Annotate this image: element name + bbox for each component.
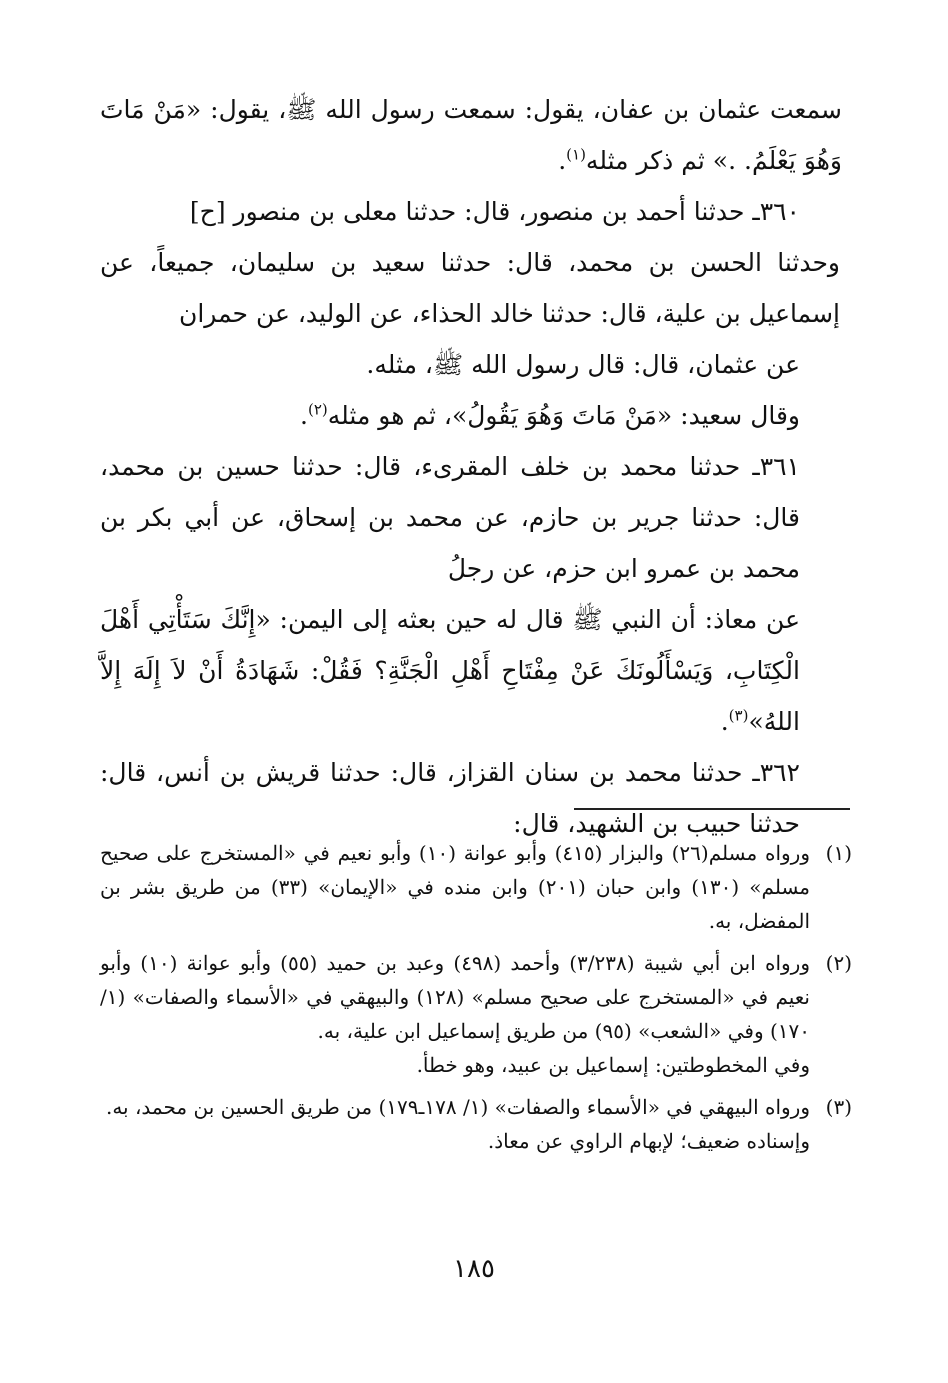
footnote-body (100, 1090, 810, 1158)
footnote-body (100, 836, 810, 938)
footnote-number: (٣) (825, 1095, 852, 1119)
footnote-ref-2[interactable]: (٢) (307, 400, 328, 419)
footnote-line: ورواه مسلم(٢٦) والبزار (٤١٥) وأبو عوانة (١٠) وأبو نعيم في «المستخرج على صحيح مسلم» (١٣٠) وابن حبان (٢٠١) وابن منده في «الإيمان» (٣٣) من طريق بشر بن المفضل، به. (100, 841, 810, 933)
hadith-360-text: عن عثمان، قال: قال رسول الله ﷺ، مثله. (366, 350, 800, 379)
footnote-line: ورواه ابن أبي شيبة (٣/٢٣٨) وأحمد (٤٩٨) وعبد بن حميد (٥٥) وأبو عوانة (١٠) وأبو نعيم في «المستخرج على صحيح مسلم» (١٢٨) والبيهقي في «الأسماء والصفات» (١/ ١٧٠) وفي «الشعب» (٩٥) من طريق إسماعيل ابن علية، به. (100, 951, 811, 1043)
footnote-ref-1[interactable]: (١) (566, 145, 586, 164)
hadith-361-chain: ٣٦١ـ حدثنا محمد بن خلف المقرىء، قال: حدثنا حسين بن محمد، قال: حدثنا جرير بن حازم، عن محمد بن إسحاق، عن أبي بكر بن محمد بن عمرو ابن حزم، عن رجلُ (100, 452, 800, 583)
hadith-362-chain: ٣٦٢ـ حدثنا محمد بن سنان القزاز، قال: حدثنا قريش بن أنس، قال: حدثنا حبيب بن الشهيد، قال: (100, 758, 800, 838)
footnote-1 (100, 836, 852, 938)
footnote-line: ورواه البيهقي في «الأسماء والصفات» (١/ ١٧٨ـ١٧٩) من طريق الحسين بن محمد، به. (105, 1095, 810, 1119)
footnote-3 (100, 1090, 852, 1158)
footnote-ref-3[interactable]: (٣) (728, 706, 749, 725)
hadith-360-variant: وقال سعيد: «مَنْ مَاتَ وَهُوَ يَقُولُ»، ثم هو مثله$^{(٢)}$. (300, 400, 800, 430)
main-text (100, 84, 842, 849)
hadith-360-chain: وحدثنا الحسن بن محمد، قال: حدثنا سعيد بن سليمان، جميعاً، عن إسماعيل بن علية، قال: حدثنا خالد الحذاء، عن الوليد، عن حمران (100, 248, 840, 328)
footnote-2 (100, 946, 852, 1082)
footnote-body (100, 946, 810, 1082)
page-number: ١٨٥ (453, 1254, 495, 1284)
footnote-number: (١) (825, 841, 852, 865)
footnote-number: (٢) (825, 951, 852, 975)
continuation-paragraph: سمعت عثمان بن عفان، يقول: سمعت رسول الله ﷺ، يقول: «مَنْ مَاتَ وَهُوَ يَعْلَمُ. .» ثم ذكر مثله$^{(١)}$. (100, 95, 842, 175)
footnotes (100, 836, 852, 1158)
footnote-line: وفي المخطوطتين: إسماعيل بن عبيد، وهو خطأ. (416, 1053, 810, 1077)
hadith-360-heading: ٣٦٠ـ حدثنا أحمد بن منصور، قال: حدثنا معلى بن منصور [ح] (189, 197, 800, 226)
hadith-361-text: عن معاذ: أن النبي ﷺ قال له حين بعثه إلى اليمن: «إِنَّكَ سَتَأْتِي أَهْلَ الْكِتَابِ، وَيَسْأَلُونَكَ عَنْ مِفْتَاحِ أَهْلِ الْجَنَّةِ؟ فَقُلْ: شَهَادَةُ أَنْ لاَ إِلَهَ إِلاَّ اللهُ»$^{(٣)}$. (100, 605, 800, 736)
footnote-line: وإسناده ضعيف؛ لإبهام الراوي عن معاذ. (487, 1129, 810, 1153)
footnote-separator (574, 808, 850, 810)
